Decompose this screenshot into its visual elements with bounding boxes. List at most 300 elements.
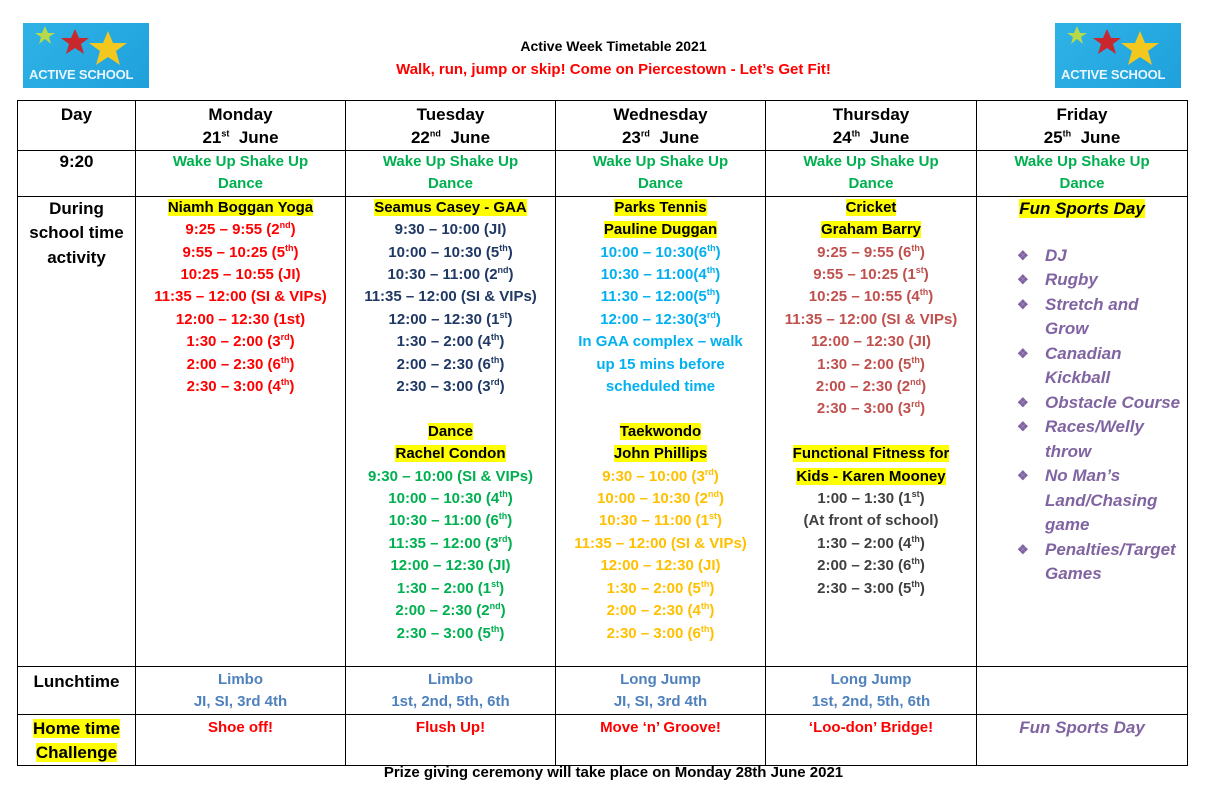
line-tail: ) (290, 221, 296, 239)
friday-title (979, 197, 1185, 222)
class-number: 6 (692, 624, 701, 642)
session-line (348, 264, 553, 286)
line-text: 10:25 – 10:55 (JI) (180, 266, 301, 284)
session-line (768, 331, 974, 353)
line-text: 11:35 – 12:00 ( (388, 534, 491, 552)
ordinal-suffix: nd (497, 265, 509, 276)
session-line (768, 533, 974, 555)
class-number: 5 (276, 243, 286, 261)
during-label (18, 196, 136, 666)
ordinal-suffix: st (499, 309, 508, 320)
row-lunchtime (18, 666, 1188, 714)
session-line (768, 578, 974, 600)
class-number: 2 (699, 490, 708, 508)
activity-cell (136, 196, 346, 666)
session-line (138, 376, 343, 398)
activity-cell (346, 196, 556, 666)
line-tail: ) (293, 243, 299, 261)
session-line (558, 242, 763, 264)
class-number: 4 (692, 602, 701, 620)
ordinal-suffix: th (700, 601, 710, 612)
line-tail: ) (919, 243, 925, 261)
activity-name: Penalties/Target Games (1045, 539, 1176, 584)
diamond-bullet-icon: ❖ (1017, 296, 1029, 312)
line-text: 2:30 – 3:00 ( (186, 378, 273, 396)
ordinal-suffix: th (700, 578, 710, 589)
line-tail: ) (920, 400, 926, 418)
line-tail: ) (919, 534, 925, 552)
line-text: 2:00 – 2:30 ( (606, 602, 693, 620)
line-text: 10:00 – 10:30 ( (388, 490, 491, 508)
day-header: Day (18, 101, 136, 151)
line-tail: ) (500, 602, 506, 620)
session-line (768, 309, 974, 331)
line-text: Seamus Casey - GAA (374, 198, 527, 216)
ordinal-suffix: rd (911, 399, 921, 410)
class-number: 1 (700, 512, 710, 530)
class-number: 5 (698, 288, 707, 306)
ordinal-suffix: nd (707, 489, 719, 500)
session-line (558, 555, 763, 577)
lunchtime-cell (556, 666, 766, 714)
lunch-activity: Limbo (428, 670, 473, 688)
line-text: scheduled time (605, 378, 716, 396)
ordinal-suffix: th (700, 623, 710, 634)
line-tail: ) (507, 310, 513, 328)
class-number: 4 (490, 490, 500, 508)
session-line (558, 510, 763, 532)
activity-heading (558, 443, 763, 465)
activity-heading (348, 197, 553, 219)
lunch-classes: JI, SI, 3rd 4th (193, 693, 288, 711)
session-line (558, 600, 763, 622)
line-text: John Phillips (613, 445, 708, 463)
class-number: 2 (481, 602, 490, 620)
diamond-bullet-icon: ❖ (1017, 247, 1029, 263)
session-line (768, 488, 974, 510)
session-line (348, 242, 553, 264)
during-label-line: During (49, 198, 104, 218)
ordinal-suffix: th (707, 242, 716, 253)
class-number: 5 (490, 243, 500, 261)
document-title: Active Week Timetable 2021 (520, 38, 707, 54)
line-tail: ) (923, 266, 929, 284)
day-number: 25 (1043, 128, 1063, 147)
home-challenge: Shoe off! (208, 718, 273, 736)
line-tail: ) (709, 602, 715, 620)
session-line (558, 533, 763, 555)
session-line (558, 354, 763, 376)
friday-activity-item (979, 342, 1185, 391)
session-line (348, 219, 553, 241)
line-text: 12:00 – 12:30 (1st) (175, 310, 306, 328)
session-line (768, 376, 974, 398)
diamond-bullet-icon: ❖ (1017, 394, 1029, 410)
day-month: June (450, 128, 491, 147)
home-challenge-cell (136, 714, 346, 765)
activity-cell (556, 196, 766, 666)
friday-activity-item (979, 391, 1185, 416)
time-920: 9:20 (59, 152, 94, 171)
friday-cell (977, 196, 1188, 666)
lunchtime-cell (766, 666, 977, 714)
home-label-line: Home time (33, 718, 120, 738)
wake-up-cell (977, 151, 1188, 197)
line-text: 9:25 – 9:55 ( (185, 221, 272, 239)
ordinal-suffix: nd (489, 601, 501, 612)
time-label (18, 151, 136, 197)
activity-heading (558, 219, 763, 241)
lunch-classes: 1st, 2nd, 5th, 6th (391, 693, 510, 711)
line-tail: ) (928, 288, 934, 306)
line-tail: ) (499, 378, 505, 396)
line-text: 2:00 – 2:30 ( (396, 355, 483, 373)
line-text: 2:00 – 2:30 ( (815, 378, 902, 396)
activity-heading (558, 197, 763, 219)
day-header-wednesday (556, 101, 766, 151)
ordinal-suffix: rd (498, 533, 508, 544)
day-header-thursday (766, 101, 977, 151)
line-text: 2:30 – 3:00 ( (396, 624, 483, 642)
line-tail: ) (919, 490, 925, 508)
class-number: 5 (903, 355, 912, 373)
class-number: 3 (698, 310, 707, 328)
line-text: 10:30 – 11:00 ( (598, 512, 701, 530)
line-text: 1:00 – 1:30 ( (817, 490, 904, 508)
session-line (768, 421, 974, 443)
lunch-classes: JI, SI, 3rd 4th (613, 693, 708, 711)
line-text: In GAA complex – walk (578, 333, 743, 351)
day-month: June (869, 128, 910, 147)
line-tail: ) (717, 512, 723, 530)
line-text: 12:00 – 12:30( (600, 310, 699, 328)
day-suffix: nd (429, 128, 441, 139)
line-text: 11:35 – 12:00 (SI & VIPs) (784, 310, 958, 328)
line-text: Rachel Condon (395, 445, 506, 463)
spacer (979, 221, 1185, 243)
class-number: 6 (272, 355, 281, 373)
class-number: 1 (491, 310, 500, 328)
row-during-school (18, 196, 1188, 666)
line-tail: ) (507, 490, 513, 508)
day-name: Tuesday (416, 105, 485, 124)
ordinal-suffix: th (919, 287, 929, 298)
session-line (558, 578, 763, 600)
class-number: 5 (692, 579, 701, 597)
activity-heading (768, 443, 974, 465)
activity-name: No Man’s Land/Chasing game (1045, 466, 1158, 535)
friday-activity-item (979, 464, 1185, 538)
day-header-monday (136, 101, 346, 151)
line-text: 1:30 – 2:00 ( (396, 579, 483, 597)
line-tail: ) (919, 579, 925, 597)
line-text: 9:30 – 10:00 ( (602, 467, 697, 485)
line-text: 1:30 – 2:00 ( (396, 333, 483, 351)
session-line (138, 354, 343, 376)
day-number: 23 (621, 128, 641, 147)
during-label-line: activity (47, 247, 106, 267)
lunchtime-cell (346, 666, 556, 714)
session-line (768, 264, 974, 286)
line-tail: ) (919, 355, 925, 373)
class-number: 2 (271, 221, 280, 239)
activity-name: Races/Welly throw (1045, 417, 1144, 461)
session-line (768, 510, 974, 532)
class-number: 3 (272, 333, 281, 351)
ordinal-suffix: rd (280, 332, 290, 343)
day-suffix: st (221, 128, 230, 139)
line-text: 10:30 – 11:00 ( (388, 512, 491, 530)
class-number: 4 (903, 534, 912, 552)
line-text: 9:30 – 10:00 (SI & VIPs) (367, 467, 534, 485)
day-month: June (1080, 128, 1121, 147)
session-line (348, 623, 553, 645)
session-line (348, 600, 553, 622)
ordinal-suffix: st (915, 265, 924, 276)
session-line (348, 286, 553, 308)
line-text: 10:00 – 10:30( (600, 243, 699, 261)
friday-activity-item (979, 415, 1185, 464)
wake-up-activity: Wake Up Shake Up Dance (172, 153, 309, 193)
session-line (558, 623, 763, 645)
line-tail: ) (507, 534, 513, 552)
line-text: 2:30 – 3:00 ( (817, 579, 904, 597)
wake-up-activity: Wake Up Shake Up Dance (382, 153, 519, 193)
active-school-logo-left (23, 23, 149, 88)
activity-cell (766, 196, 977, 666)
class-number: 3 (490, 534, 499, 552)
line-text: Taekwondo (619, 422, 702, 440)
logo-text: ACTIVE SCHOOL (29, 67, 134, 82)
day-suffix: rd (640, 128, 650, 139)
line-tail: ) (715, 288, 721, 306)
ordinal-suffix: nd (910, 377, 922, 388)
day-suffix: th (851, 128, 861, 139)
ordinal-suffix: th (280, 377, 290, 388)
line-tail: ) (709, 579, 715, 597)
lunch-activity: Long Jump (830, 670, 912, 688)
home-label (18, 714, 136, 765)
line-tail: ) (507, 512, 513, 530)
class-number: 6 (490, 512, 499, 530)
activity-name: DJ (1045, 245, 1067, 265)
diamond-bullet-icon: ❖ (1017, 468, 1029, 484)
line-tail: ) (715, 243, 721, 261)
day-name: Thursday (832, 105, 910, 124)
home-challenge: Flush Up! (415, 718, 486, 736)
home-challenge: Move ‘n’ Groove! (600, 718, 721, 736)
day-month: June (238, 128, 279, 147)
lunch-activity: Limbo (218, 670, 263, 688)
friday-activity-item (979, 538, 1185, 587)
ordinal-suffix: nd (279, 220, 291, 231)
session-line (558, 488, 763, 510)
line-tail: ) (499, 355, 505, 373)
session-line (138, 219, 343, 241)
ordinal-suffix: th (280, 354, 290, 365)
session-line (348, 533, 553, 555)
line-text: 2:30 – 3:00 ( (396, 378, 483, 396)
line-tail: ) (713, 467, 719, 485)
active-school-logo-right (1055, 23, 1181, 88)
line-text: 9:55 – 10:25 ( (182, 243, 277, 261)
diamond-bullet-icon: ❖ (1017, 541, 1029, 557)
line-text: (At front of school) (803, 512, 939, 530)
home-challenge-cell (556, 714, 766, 765)
ordinal-suffix: rd (706, 309, 716, 320)
diamond-bullet-icon: ❖ (1017, 419, 1029, 435)
class-number: 3 (902, 400, 912, 418)
class-number: 5 (482, 624, 491, 642)
activity-heading (348, 443, 553, 465)
line-text: 2:30 – 3:00 ( (816, 400, 903, 418)
line-text: Niamh Boggan Yoga (167, 198, 314, 216)
lunchtime-label: Lunchtime (18, 666, 136, 714)
activity-heading (558, 421, 763, 443)
session-line (768, 398, 974, 420)
line-text: Graham Barry (820, 221, 922, 239)
class-number: 4 (698, 266, 707, 284)
session-line (768, 242, 974, 264)
activity-heading (138, 197, 343, 219)
ordinal-suffix: th (911, 533, 920, 544)
line-text: 1:30 – 2:00 ( (817, 534, 904, 552)
class-number: 3 (482, 378, 491, 396)
session-line (558, 398, 763, 420)
session-line (348, 555, 553, 577)
home-challenge: Fun Sports Day (1019, 717, 1145, 737)
lunchtime-cell (136, 666, 346, 714)
class-number: 6 (903, 243, 912, 261)
line-text: 12:00 – 12:30 (JI) (810, 333, 932, 351)
document-subtitle: Walk, run, jump or skip! Come on Piercestown - Let’s Get Fit! (396, 61, 831, 78)
fun-sports-day-heading: Fun Sports Day (1019, 198, 1145, 218)
ordinal-suffix: st (709, 511, 718, 522)
class-number: 1 (907, 266, 916, 284)
line-text: Functional Fitness for (792, 445, 950, 463)
session-line (348, 578, 553, 600)
class-number: 4 (272, 378, 281, 396)
wake-up-cell (136, 151, 346, 197)
day-header-tuesday (346, 101, 556, 151)
session-line (558, 264, 763, 286)
line-text: 10:30 – 11:00( (600, 266, 699, 284)
line-text: 9:25 – 9:55 ( (817, 243, 904, 261)
diamond-bullet-icon: ❖ (1017, 345, 1029, 361)
class-number: 1 (482, 579, 492, 597)
row-920 (18, 151, 1188, 197)
wake-up-cell (556, 151, 766, 197)
line-text: Dance (427, 422, 474, 440)
activity-name: Stretch and Grow (1045, 294, 1139, 339)
activity-heading (768, 466, 974, 488)
session-line (558, 466, 763, 488)
class-number: 6 (482, 355, 491, 373)
session-line (768, 555, 974, 577)
line-tail: ) (507, 243, 513, 261)
lunchtime-cell (977, 666, 1188, 714)
session-line (558, 286, 763, 308)
ordinal-suffix: th (490, 623, 500, 634)
home-challenge-cell (977, 714, 1188, 765)
session-line (348, 488, 553, 510)
line-text: 1:30 – 2:00 ( (817, 355, 904, 373)
during-label-line: school time (29, 223, 124, 243)
friday-activity-item (979, 244, 1185, 269)
class-number: 2 (901, 378, 911, 396)
wake-up-cell (346, 151, 556, 197)
line-text: 9:30 – 10:00 (JI) (394, 221, 507, 239)
line-text: 12:00 – 12:30 (JI) (390, 557, 511, 575)
timetable (17, 100, 1188, 766)
activity-heading (768, 219, 974, 241)
day-suffix: th (1062, 128, 1072, 139)
session-line (138, 286, 343, 308)
line-tail: ) (289, 333, 295, 351)
session-line (348, 354, 553, 376)
line-text: up 15 mins before (596, 355, 725, 373)
wake-up-cell (766, 151, 977, 197)
day-header-friday (977, 101, 1188, 151)
activity-name: Rugby (1045, 270, 1098, 290)
session-line (138, 242, 343, 264)
home-challenge-cell (346, 714, 556, 765)
ordinal-suffix: th (490, 332, 500, 343)
ordinal-suffix: th (499, 242, 508, 253)
line-text: 9:55 – 10:25 ( (813, 266, 908, 284)
line-text: 10:00 – 10:30 ( (597, 490, 700, 508)
home-label-line: Challenge (35, 742, 118, 762)
friday-activity-item (979, 268, 1185, 293)
day-number: 24 (832, 128, 852, 147)
class-number: 5 (903, 579, 912, 597)
ordinal-suffix: rd (490, 377, 500, 388)
ordinal-suffix: rd (704, 466, 714, 477)
session-line (558, 376, 763, 398)
day-number: 22 (410, 128, 430, 147)
ordinal-suffix: th (285, 242, 294, 253)
wake-up-activity: Wake Up Shake Up Dance (592, 153, 729, 193)
session-line (768, 286, 974, 308)
line-text: Cricket (845, 198, 897, 216)
line-text: Kids - Karen Mooney (796, 467, 946, 485)
line-text: 1:30 – 2:00 ( (186, 333, 273, 351)
line-text: 12:00 – 12:30 (JI) (600, 557, 721, 575)
ordinal-suffix: st (911, 489, 920, 500)
class-number: 4 (482, 333, 491, 351)
day-name: Friday (1056, 105, 1108, 124)
session-line (348, 510, 553, 532)
ordinal-suffix: th (911, 354, 920, 365)
session-line (138, 309, 343, 331)
line-text: 11:30 – 12:00( (600, 288, 699, 306)
line-tail: ) (499, 624, 505, 642)
line-text: 2:00 – 2:30 ( (395, 602, 482, 620)
ordinal-suffix: th (706, 265, 716, 276)
line-tail: ) (921, 378, 927, 396)
day-number: 21 (202, 128, 222, 147)
line-tail: ) (718, 490, 724, 508)
session-line (348, 331, 553, 353)
line-tail: ) (715, 310, 721, 328)
ordinal-suffix: th (490, 354, 500, 365)
class-number: 3 (696, 467, 705, 485)
home-challenge: ‘Loo-don’ Bridge! (808, 718, 934, 736)
session-line (348, 398, 553, 420)
line-text: 11:35 – 12:00 (SI & VIPs) (574, 534, 747, 552)
class-number: 6 (903, 557, 912, 575)
session-line (348, 309, 553, 331)
